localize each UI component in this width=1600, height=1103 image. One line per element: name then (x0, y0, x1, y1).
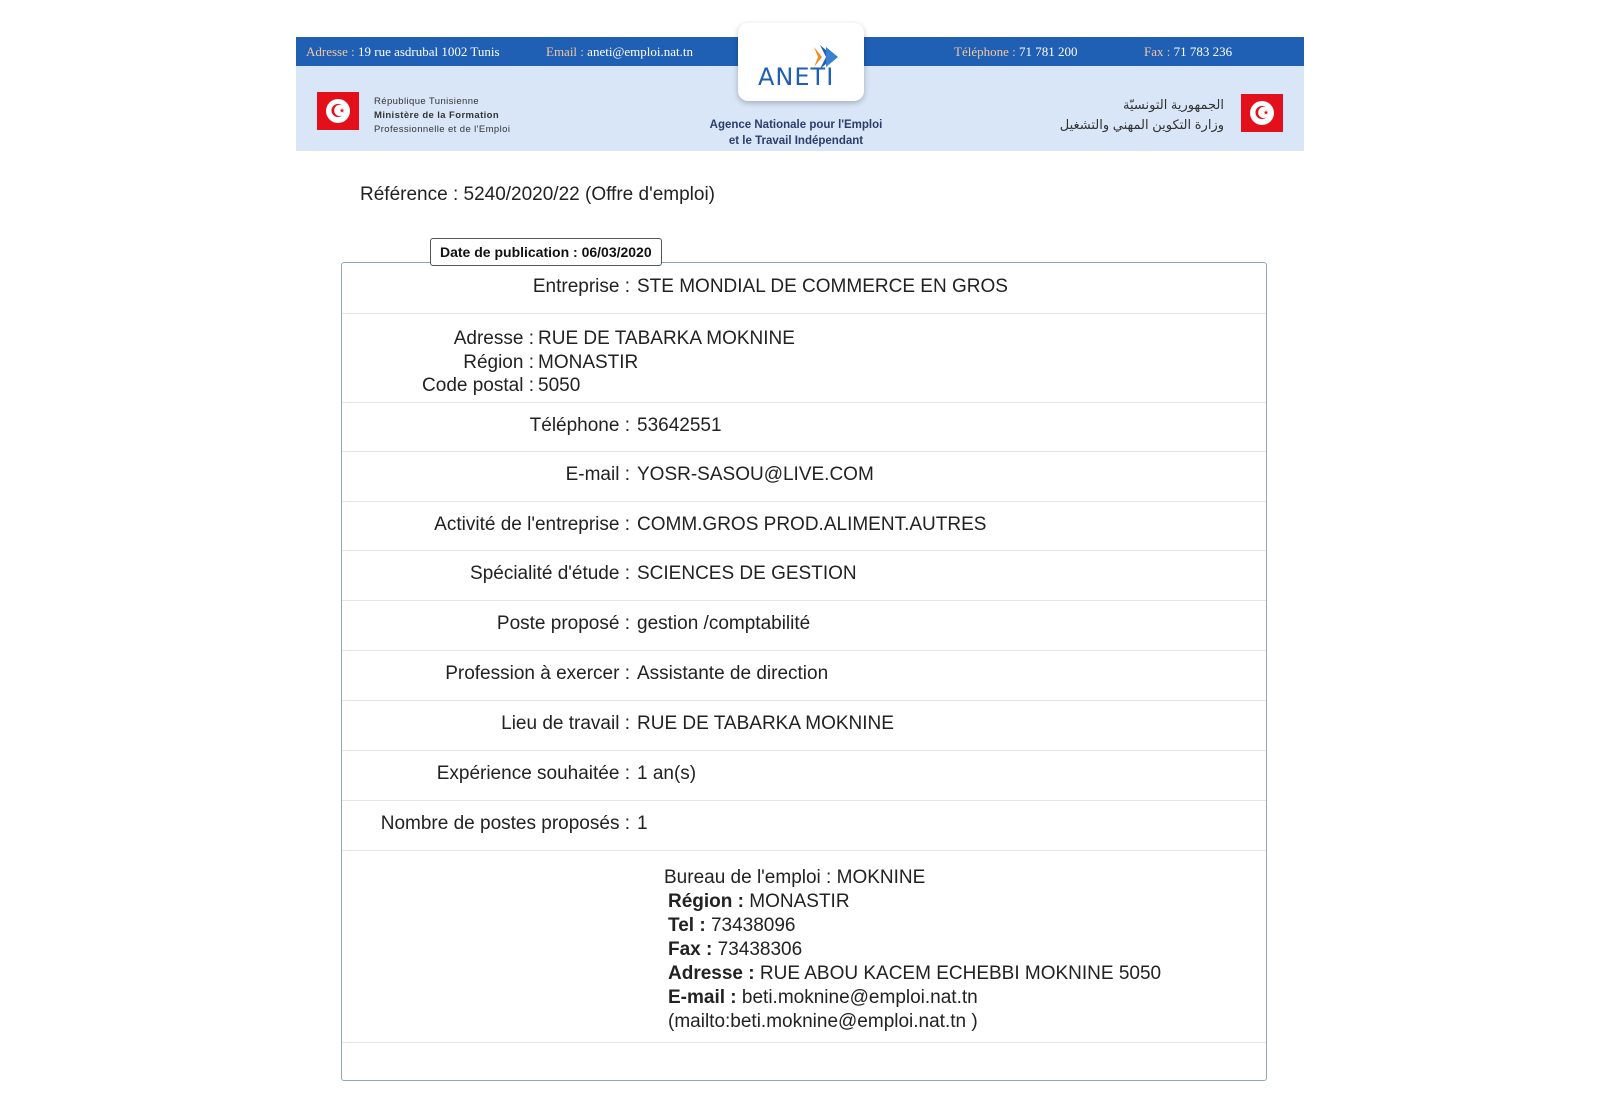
bureau-adresse: Adresse : RUE ABOU KACEM ECHEBBI MOKNINE 5050 (668, 963, 1162, 984)
bureau-email[interactable]: E-mail : beti.moknine@emploi.nat.tn (668, 987, 978, 1008)
code-postal-value: 5050 (538, 375, 581, 396)
bureau-title: Bureau de l'emploi : MOKNINE (664, 867, 926, 888)
row-lieu (342, 700, 1266, 751)
aneti-logo[interactable]: ANETI (738, 23, 864, 101)
profession-value: Assistante de direction (637, 663, 829, 684)
header-fax: Fax : 71 783 236 (1144, 44, 1233, 59)
row-profession (342, 650, 1266, 701)
bureau-tel: Tel : 73438096 (668, 915, 796, 936)
telephone-value: 53642551 (637, 415, 722, 436)
bureau-fax: Fax : 73438306 (668, 939, 803, 960)
specialite-label: Spécialité d'étude : (470, 563, 630, 584)
header-email[interactable]: Email : aneti@emploi.nat.tn (546, 44, 694, 59)
offer-reference: Référence : 5240/2020/22 (Offre d'emploi) (360, 184, 715, 205)
adresse-value: RUE DE TABARKA MOKNINE (538, 328, 795, 349)
code-postal-label: Code postal : (422, 375, 534, 396)
experience-value: 1 an(s) (637, 763, 697, 784)
experience-label: Expérience souhaitée : (436, 763, 630, 784)
lieu-label: Lieu de travail : (501, 713, 630, 734)
ministry-name-fr: République Tunisienne Ministère de la Formation Professionnelle et de l'Emploi (374, 96, 511, 135)
region-label: Région : (463, 351, 534, 373)
row-experience (342, 750, 1266, 801)
nombre-value: 1 (637, 813, 648, 834)
telephone-label: Téléphone : (529, 415, 630, 436)
profession-label: Profession à exercer : (445, 663, 630, 684)
specialite-value: SCIENCES DE GESTION (637, 563, 857, 584)
poste-label: Poste proposé : (496, 613, 630, 634)
bureau-mailto-link[interactable]: (mailto:beti.moknine@emploi.nat.tn ) (668, 1011, 978, 1032)
row-bureau-emploi (342, 850, 1266, 1043)
publication-date-badge: Date de publication : 06/03/2020 (430, 238, 662, 266)
aneti-header-banner (296, 37, 1304, 151)
bureau-info (664, 866, 1161, 1034)
row-activite (342, 501, 1266, 551)
ministry-name-ar: الجمهورية التونسيّة وزارة التكوين المهني والتشغيل (1059, 97, 1224, 132)
tunisia-flag-icon: ☪ (317, 92, 359, 130)
adresse-label: Adresse : (453, 328, 534, 349)
activite-label: Activité de l'entreprise : (434, 514, 630, 535)
row-adresse (342, 313, 1266, 403)
job-offer-details (341, 262, 1267, 1081)
entreprise-value: STE MONDIAL DE COMMERCE EN GROS (637, 276, 1008, 297)
region-value: MONASTIR (538, 351, 639, 373)
row-poste (342, 600, 1266, 651)
agency-name: Agence Nationale pour l'Emploi et le Travail Indépendant (709, 119, 883, 147)
activite-value: COMM.GROS PROD.ALIMENT.AUTRES (637, 514, 987, 535)
row-telephone (342, 402, 1266, 452)
lieu-value: RUE DE TABARKA MOKNINE (637, 713, 894, 734)
header-address: Adresse : 19 rue asdrubal 1002 Tunis (306, 44, 500, 59)
bureau-region: Région : MONASTIR (668, 891, 850, 912)
row-email (342, 451, 1266, 502)
tunisia-flag-icon: ☪ (1241, 94, 1283, 132)
row-specialite (342, 550, 1266, 601)
entreprise-label: Entreprise : (532, 276, 630, 297)
email-value[interactable]: YOSR-SASOU@LIVE.COM (637, 464, 874, 485)
email-label: E-mail : (565, 464, 630, 485)
poste-value: gestion /comptabilité (637, 613, 811, 634)
row-entreprise (342, 263, 1266, 314)
nombre-label: Nombre de postes proposés : (380, 813, 630, 834)
row-nombre-postes (342, 800, 1266, 851)
header-phone: Téléphone : 71 781 200 (954, 44, 1078, 59)
